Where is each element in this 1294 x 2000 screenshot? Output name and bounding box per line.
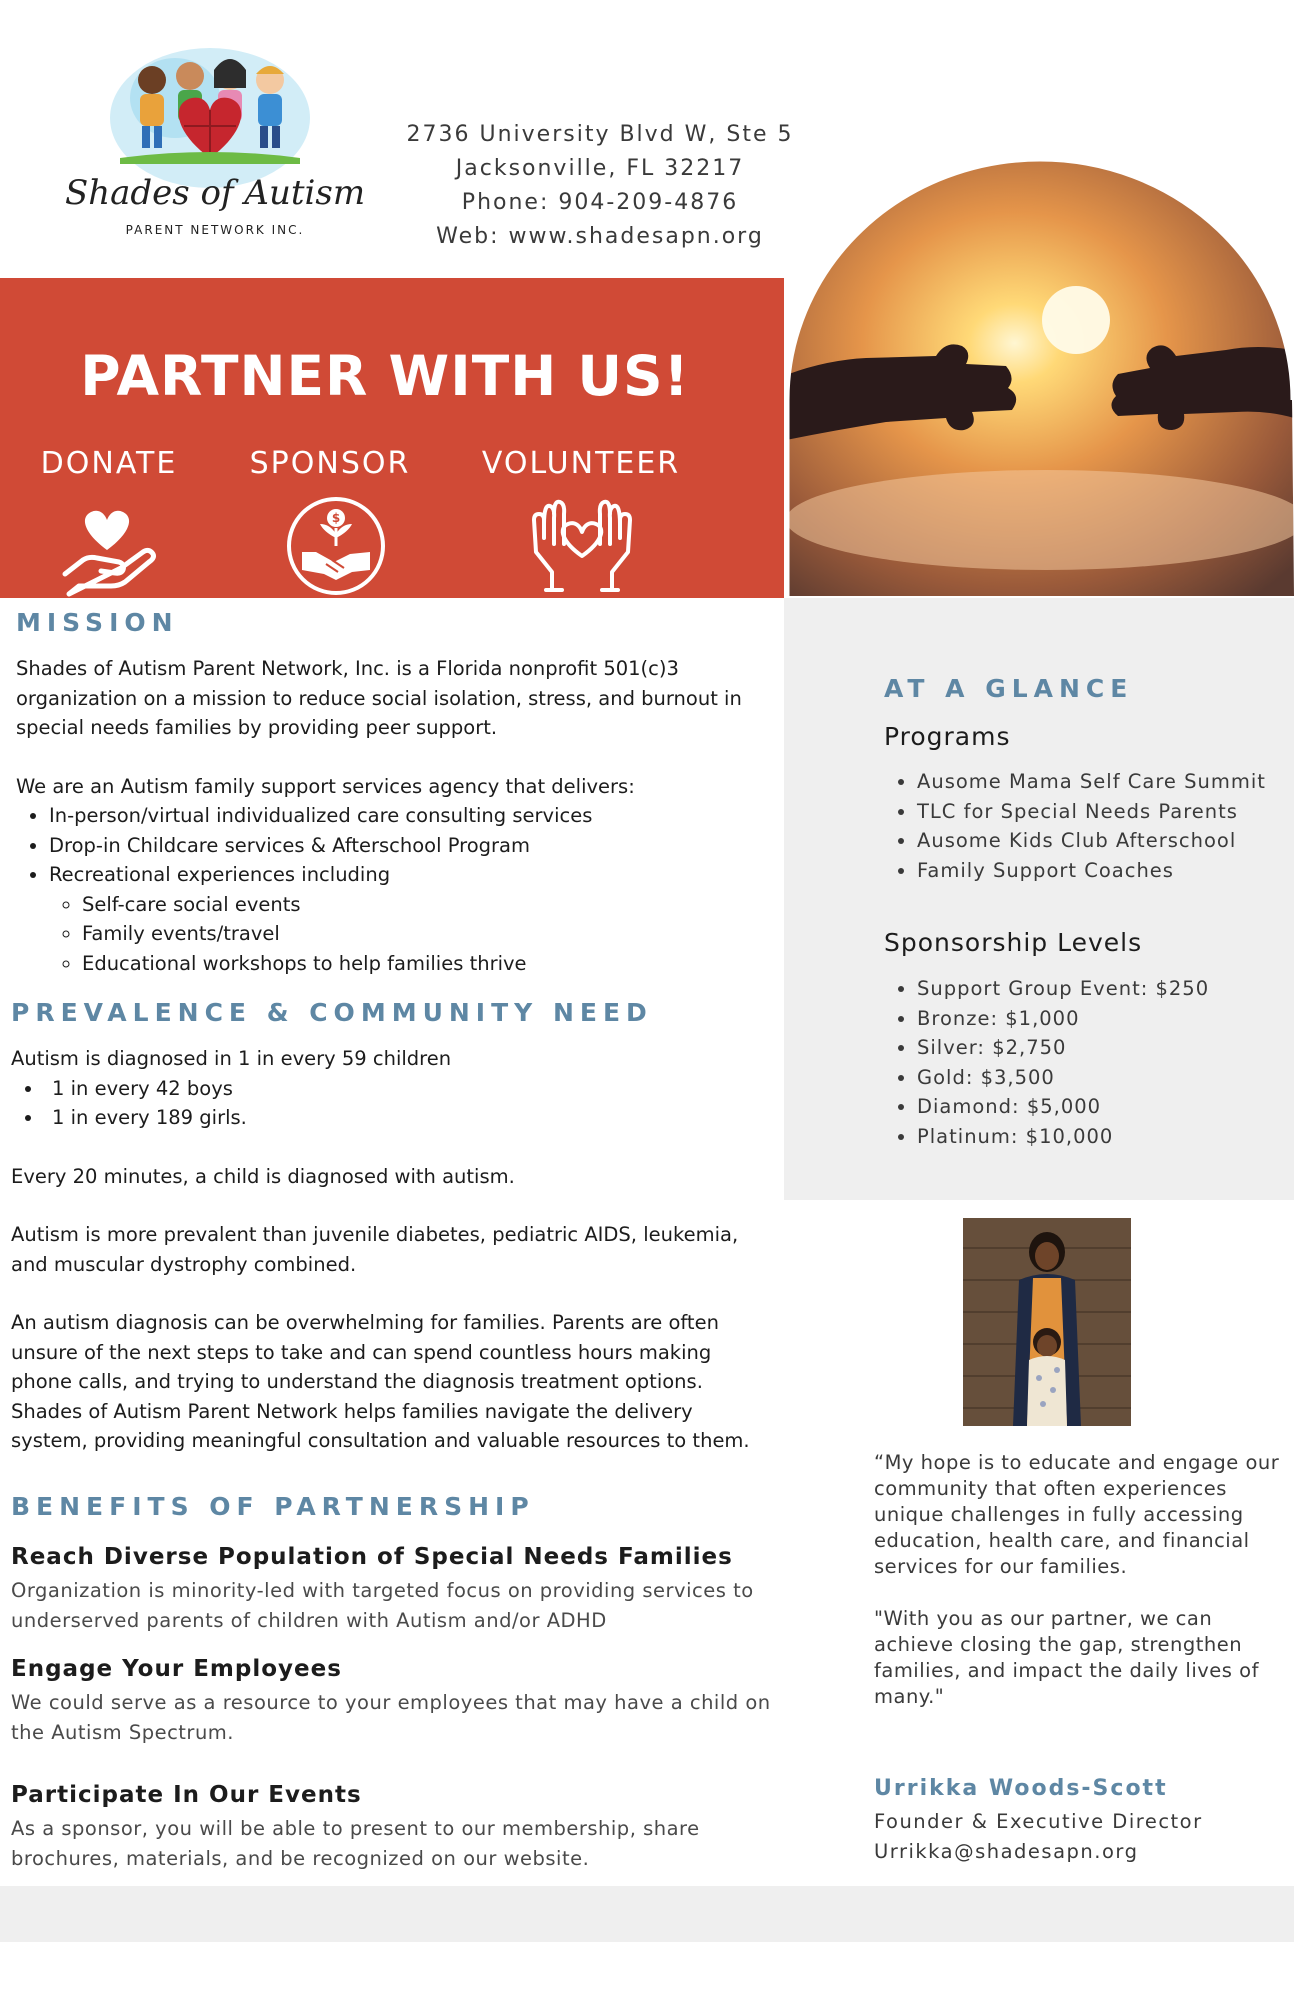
volunteer-label[interactable]: VOLUNTEER <box>481 446 681 481</box>
prevalence-p2: Autism is more prevalent than juvenile diabetes, pediatric AIDS, leukemia, and muscular dystrophy combined. <box>11 1223 739 1276</box>
mission-heading: MISSION <box>16 608 179 637</box>
footer-band <box>0 1886 1294 1942</box>
list-item: • Silver: $2,750 <box>917 1033 1209 1063</box>
list-item: • 1 in every 189 girls. <box>44 1103 756 1133</box>
logo <box>64 18 366 258</box>
list-item: ◦ Self-care social events <box>82 890 756 920</box>
plant-handshake-icon <box>276 494 396 598</box>
sponsor-label[interactable]: SPONSOR <box>249 446 411 481</box>
founder-name: Urrikka Woods-Scott <box>874 1776 1168 1801</box>
contact-block <box>400 118 800 254</box>
mission-body <box>16 654 756 978</box>
benefit-text: As a sponsor, you will be able to present to our membership, share brochures, materials, and be recognized on our website. <box>11 1817 700 1870</box>
list-item: • In-person/virtual individualized care consulting services <box>49 801 756 831</box>
glance-heading: AT A GLANCE <box>884 674 1134 703</box>
svg-text:$: $ <box>331 511 341 525</box>
list-item: • Ausome Mama Self Care Summit <box>917 767 1266 797</box>
benefit-title: Engage Your Employees <box>11 1656 342 1682</box>
founder-quote <box>874 1450 1284 1736</box>
mission-list <box>16 801 756 978</box>
sponsorship-list <box>884 974 1209 1151</box>
quote-paragraph: "With you as our partner, we can achieve closing the gap, strengthen families, and impact the daily lives of many." <box>874 1607 1259 1708</box>
benefit-text: Organization is minority-led with targeted focus on providing services to underserved parents of children with Autism and/or ADHD <box>11 1579 754 1632</box>
prevalence-p3: An autism diagnosis can be overwhelming for families. Parents are often unsure of the next steps to take and can spend countless hours making phone calls, and trying to understand the diagnosis treatment options. Shades of Autism Parent Network helps families navigate the delivery system, providing meaningful consultation and valuable resources to them. <box>11 1311 750 1452</box>
programs-list <box>884 767 1266 885</box>
list-item: • Recreational experiences including ◦ Self-care social events ◦ Family events/travel ◦ Educational workshops to help families thrive <box>49 860 756 978</box>
list-item: • Platinum: $10,000 <box>917 1122 1209 1152</box>
list-item: • Ausome Kids Club Afterschool <box>917 826 1266 856</box>
donate-label[interactable]: DONATE <box>40 446 178 481</box>
prevalence-heading: PREVALENCE & COMMUNITY NEED <box>11 998 653 1027</box>
benefit-title: Reach Diverse Population of Special Needs Families <box>11 1544 733 1570</box>
list-item: • Diamond: $5,000 <box>917 1092 1209 1122</box>
list-item: • Drop-in Childcare services & Afterschool Program <box>49 831 756 861</box>
partner-title: PARTNER WITH US! <box>80 344 690 408</box>
list-item: ◦ Educational workshops to help families thrive <box>82 949 756 979</box>
founder-email[interactable]: Urrikka@shadesapn.org <box>874 1840 1139 1863</box>
hands-heart-icon <box>522 494 642 598</box>
puzzle-hands-photo <box>786 160 1294 596</box>
list-item: • Family Support Coaches <box>917 856 1266 886</box>
founder-title: Founder & Executive Director <box>874 1810 1203 1833</box>
list-item: • Bronze: $1,000 <box>917 1004 1209 1034</box>
prevalence-body <box>11 1044 756 1456</box>
prevalence-list <box>11 1074 756 1133</box>
logo-name: Shades of Autism <box>64 173 366 213</box>
list-item: • 1 in every 42 boys <box>44 1074 756 1104</box>
mission-sublist <box>49 890 756 979</box>
list-item: • Gold: $3,500 <box>917 1063 1209 1093</box>
benefits-heading: BENEFITS OF PARTNERSHIP <box>11 1492 535 1521</box>
website[interactable]: Web: www.shadesapn.org <box>436 224 764 249</box>
list-item: • Support Group Event: $250 <box>917 974 1209 1004</box>
founder-portrait <box>963 1218 1131 1426</box>
phone[interactable]: Phone: 904-209-4876 <box>461 190 739 215</box>
list-item: • TLC for Special Needs Parents <box>917 797 1266 827</box>
mission-paragraph: Shades of Autism Parent Network, Inc. is a Florida nonprofit 501(c)3 organization on a mission to reduce social isolation, stress, and burnout in special needs families by providing peer support. <box>16 657 742 739</box>
logo-subname: PARENT NETWORK INC. <box>125 223 305 237</box>
mission-intro: We are an Autism family support services agency that delivers: <box>16 774 635 798</box>
benefit-title: Participate In Our Events <box>11 1782 362 1808</box>
benefit-text: We could serve as a resource to your employees that may have a child on the Autism Spectrum. <box>11 1691 771 1744</box>
prevalence-p1: Every 20 minutes, a child is diagnosed with autism. <box>11 1164 515 1188</box>
programs-title: Programs <box>884 722 1011 751</box>
address-line1: 2736 University Blvd W, Ste 5 <box>406 122 794 147</box>
prevalence-stat: Autism is diagnosed in 1 in every 59 children <box>11 1047 452 1070</box>
sponsorship-title: Sponsorship Levels <box>884 928 1143 957</box>
list-item: ◦ Family events/travel <box>82 919 756 949</box>
quote-paragraph: “My hope is to educate and engage our community that often experiences unique challenges in fully accessing education, health care, and financial services for our families. <box>874 1451 1280 1578</box>
heart-hand-icon <box>49 494 169 598</box>
address-line2: Jacksonville, FL 32217 <box>455 156 745 181</box>
